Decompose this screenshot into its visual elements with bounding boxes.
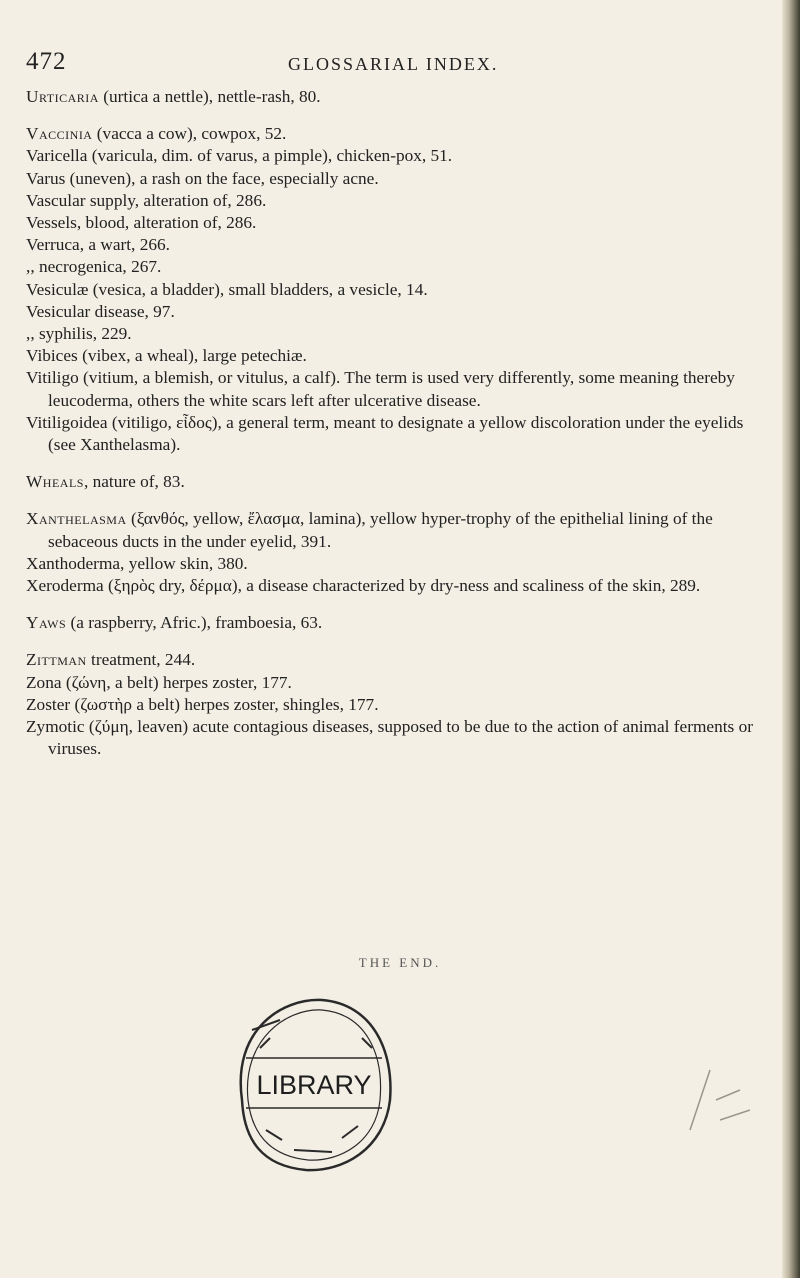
entry-text: (urtica a nettle), nettle-rash, 80. xyxy=(98,87,321,106)
page-number: 472 xyxy=(26,48,67,75)
running-title: GLOSSARIAL INDEX. xyxy=(288,54,499,74)
glossary-entry xyxy=(26,508,764,552)
glossary-entry xyxy=(26,471,764,493)
glossary-entry xyxy=(26,672,764,694)
entry-text: Verruca, a wart, 266. xyxy=(26,235,170,255)
entry-headword: Vaccinia xyxy=(26,124,93,144)
pencil-mark-icon xyxy=(680,1060,760,1140)
glossary-entry xyxy=(26,716,764,760)
glossary-entry xyxy=(26,612,764,634)
glossary-entries xyxy=(26,86,764,760)
entry-text: Vibices (vibex, a wheal), large petechiæ. xyxy=(26,346,307,366)
stamp-label: LIBRARY xyxy=(256,1070,372,1100)
entry-text: treatment, 244. xyxy=(86,650,196,670)
glossary-entry xyxy=(26,553,764,575)
entry-headword: Xanthelasma xyxy=(26,509,127,529)
entry-text: Zymotic (ζύμη, leaven) acute contagious diseases, supposed to be due to the action of animal ferments or viruses. xyxy=(26,717,753,759)
entry-headword: Wheals xyxy=(26,472,84,492)
glossary-entry xyxy=(26,145,764,167)
glossary-entry xyxy=(26,86,764,108)
entry-text: Vessels, blood, alteration of, 286. xyxy=(26,213,257,233)
glossary-entry xyxy=(26,212,764,234)
entry-headword: Zittman xyxy=(26,650,87,670)
page-header xyxy=(26,48,760,78)
glossary-entry xyxy=(26,575,764,597)
entry-text: ,, necrogenica, 267. xyxy=(26,257,162,277)
entry-text: Vascular supply, alteration of, 286. xyxy=(26,190,267,210)
library-stamp-icon xyxy=(222,990,402,1176)
entry-text: Zoster (ζωστὴρ a belt) herpes zoster, shingles, 177. xyxy=(26,694,379,714)
glossary-entry xyxy=(26,323,764,345)
end-mark: THE END. xyxy=(358,955,442,970)
entry-headword: Yaws xyxy=(26,613,67,633)
entry-text: Vitiligoidea (vitiligo, εἶδος), a general term, meant to designate a yellow discoloration under the eyelids (see Xanthelasma). xyxy=(26,412,744,455)
glossary-entry xyxy=(26,234,764,256)
glossary-entry xyxy=(26,256,764,278)
entry-text: ,, syphilis, 229. xyxy=(26,324,132,344)
glossary-entry xyxy=(26,168,764,190)
glossary-entry xyxy=(26,694,764,716)
entry-text: Zona (ζώνη, a belt) herpes zoster, 177. xyxy=(26,672,292,692)
page-binding-edge xyxy=(782,0,800,1278)
glossary-entry xyxy=(26,279,764,301)
entry-text: Vesiculæ (vesica, a bladder), small bladders, a vesicle, 14. xyxy=(26,279,428,299)
entry-text: Xanthoderma, yellow skin, 380. xyxy=(26,553,248,573)
entry-text: Varicella (varicula, dim. of varus, a pimple), chicken-pox, 51. xyxy=(26,146,453,166)
entry-headword: Urticaria xyxy=(26,87,99,106)
glossary-entry xyxy=(26,412,764,456)
glossary-entry xyxy=(26,367,764,411)
entry-text: (ξανθός, yellow, ἔλασμα, lamina), yellow hyper-trophy of the epithelial lining of the sebaceous ducts in the under eyelid, 391. xyxy=(48,509,713,551)
entry-text: (a raspberry, Afric.), framboesia, 63. xyxy=(66,613,323,633)
glossary-entry xyxy=(26,301,764,323)
entry-text: Xeroderma (ξηρὸς dry, δέρμα), a disease characterized by dry-ness and scaliness of the skin, 289. xyxy=(26,576,701,596)
glossary-entry xyxy=(26,649,764,671)
entry-text: Vesicular disease, 97. xyxy=(26,301,175,321)
entry-text: (vacca a cow), cowpox, 52. xyxy=(92,124,287,144)
glossary-entry xyxy=(26,123,764,145)
entry-text: Vitiligo (vitium, a blemish, or vitulus, a calf). The term is used very differently, some meaning thereby leucoderma, others the white scars left after ulcerative disease. xyxy=(26,368,735,410)
glossary-entry xyxy=(26,190,764,212)
entry-text: , nature of, 83. xyxy=(83,472,185,492)
glossary-entry xyxy=(26,345,764,367)
entry-text: Varus (uneven), a rash on the face, especially acne. xyxy=(26,168,379,188)
